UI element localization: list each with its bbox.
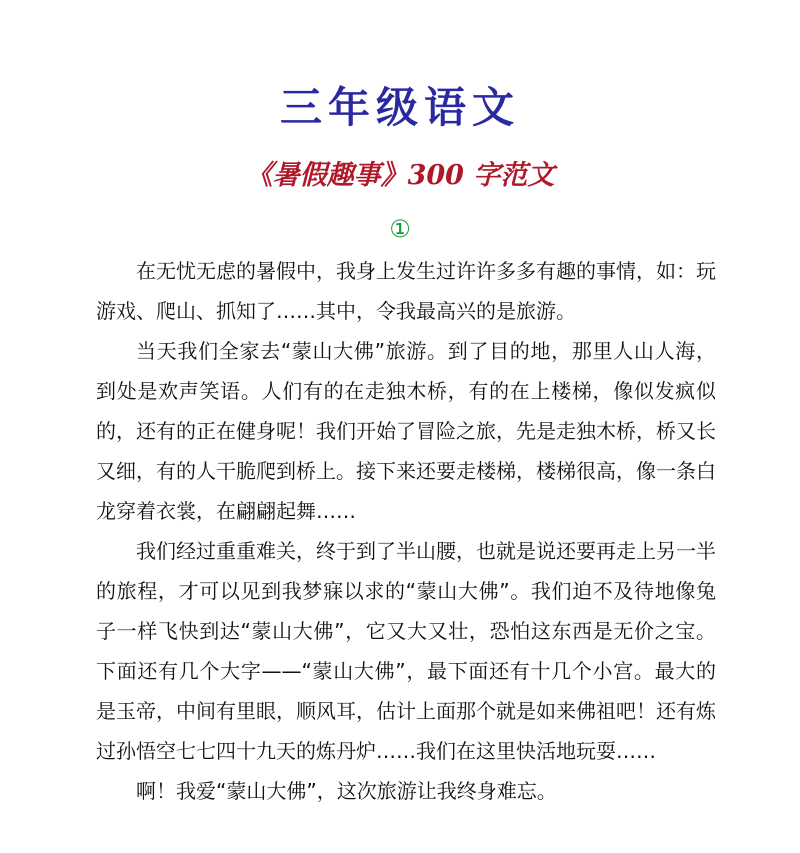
essay-body [96, 251, 716, 811]
paragraph-3: 我们经过重重难关，终于到了半山腰，也就是说还要再走上另一半的旅程，才可以见到我梦寐以求的“蒙山大佛”。我们迫不及待地像兔子一样飞快到达“蒙山大佛”，它又大又壮，恐怕这东西是无价之宝。下面还有几个大字——“蒙山大佛”，最下面还有十几个小宫。最大的是玉帝，中间有里眼，顺风耳，估计上面那个就是如来佛祖吧！还有炼过孙悟空七七四十九天的炼丹炉……我们在这里快活地玩耍…… [96, 539, 716, 763]
paragraph-4: 啊！我爱“蒙山大佛”，这次旅游让我终身难忘。 [136, 779, 557, 803]
paragraph-2: 当天我们全家去“蒙山大佛”旅游。到了目的地，那里人山人海，到处是欢声笑语。人们有的在走独木桥，有的在上楼梯，像似发疯似的，还有的正在健身呢！我们开始了冒险之旅，先是走独木桥，桥又长又细，有的人干脆爬到桥上。接下来还要走楼梯，楼梯很高，像一条白龙穿着衣裳，在翩翩起舞…… [96, 339, 716, 523]
page-title: 三年级语文 [279, 83, 520, 132]
paragraph-1: 在无忧无虑的暑假中，我身上发生过许许多多有趣的事情，如：玩游戏、爬山、抓知了……其中，令我最高兴的是旅游。 [96, 259, 716, 323]
section-number-marker: ① [389, 215, 411, 243]
page-subtitle: 《暑假趣事》300 字范文 [245, 160, 555, 191]
